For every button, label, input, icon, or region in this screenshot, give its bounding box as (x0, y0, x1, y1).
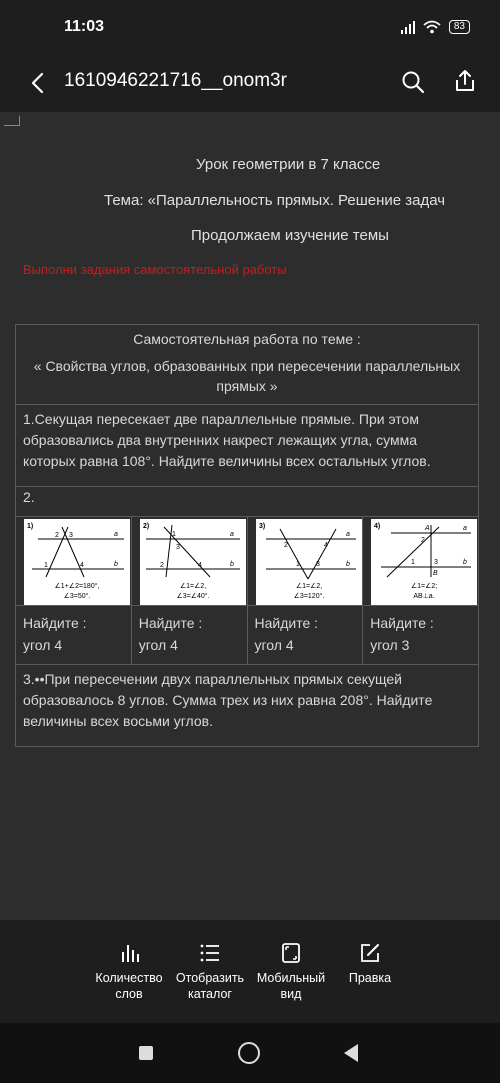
edit-button[interactable] (325, 942, 415, 986)
page-corner-mark (4, 116, 20, 126)
svg-text:b: b (114, 561, 118, 568)
search-icon[interactable] (400, 69, 426, 95)
list-icon (199, 942, 221, 964)
find-cell-3 (247, 606, 363, 665)
find-target: угол 4 (23, 637, 63, 653)
tasks-table (15, 324, 479, 747)
bar-chart-icon (118, 942, 140, 964)
svg-text:2: 2 (55, 532, 59, 539)
wifi-icon (423, 20, 441, 34)
svg-text:a: a (463, 525, 468, 532)
table-header-line1: Самостоятельная работа по теме : (133, 331, 361, 347)
svg-text:b: b (345, 561, 350, 568)
app-bar (0, 56, 500, 112)
mobile-view-icon (280, 942, 302, 964)
back-triangle-icon[interactable] (344, 1044, 358, 1062)
continue-heading: Продолжаем изучение темы (191, 227, 389, 244)
figure-cell-1 (16, 517, 132, 606)
svg-text:3: 3 (69, 532, 73, 539)
svg-text:4: 4 (323, 542, 328, 549)
figure-cell-2 (131, 517, 247, 606)
bottom-toolbar (0, 920, 500, 1023)
edit-label: Правка (348, 971, 392, 985)
svg-text:4): 4) (374, 523, 381, 530)
svg-text:1: 1 (44, 562, 48, 569)
svg-text:∠1=∠2,: ∠1=∠2, (179, 583, 206, 590)
svg-text:a: a (114, 531, 118, 538)
svg-text:4: 4 (197, 562, 202, 569)
svg-text:b: b (229, 561, 234, 568)
find-label: Найдите : (370, 615, 434, 631)
svg-text:∠1+∠2=180°,: ∠1+∠2=180°, (54, 583, 100, 590)
task2-number: 2. (16, 487, 479, 517)
svg-text:∠1=∠2;: ∠1=∠2; (411, 583, 438, 590)
svg-text:3: 3 (315, 561, 320, 568)
svg-text:AB⊥a.: AB⊥a. (413, 593, 435, 600)
svg-text:1: 1 (411, 559, 416, 566)
figure-cell-3 (247, 517, 363, 606)
task3-cell: 3.••При пересечении двух параллельных прямых секущей образовалось 8 углов. Сумма трех из них равна 208°. Найдите величины всех восьми углов. (16, 665, 479, 747)
find-cell-1 (16, 606, 132, 665)
find-target: угол 4 (254, 637, 294, 653)
svg-text:3): 3) (258, 523, 265, 530)
show-catalog-label: Отобразить каталог (175, 971, 245, 1001)
table-header-cell (16, 325, 479, 405)
geometry-figure-2 (140, 519, 246, 605)
svg-text:∠1=∠2,: ∠1=∠2, (295, 583, 322, 590)
topic-heading: Тема: «Параллельность прямых. Решение задач (104, 192, 446, 209)
mobile-view-label: Мобильный вид (256, 971, 326, 1001)
find-label: Найдите : (23, 615, 87, 631)
recents-square-icon[interactable] (139, 1046, 153, 1060)
home-circle-icon[interactable] (238, 1042, 260, 1064)
svg-text:a: a (229, 531, 234, 538)
svg-text:a: a (345, 531, 350, 538)
document-title: 1610946221716__onom3r (64, 70, 287, 91)
svg-text:A: A (425, 525, 430, 532)
word-count-label: Количество слов (95, 971, 163, 1001)
status-bar (0, 0, 500, 56)
find-label: Найдите : (138, 615, 203, 631)
find-target: угол 4 (138, 637, 178, 653)
find-cell-4 (363, 606, 479, 665)
lesson-heading: Урок геометрии в 7 классе (196, 156, 381, 173)
svg-text:1: 1 (171, 531, 176, 538)
geometry-figure-3 (256, 519, 362, 605)
svg-text:1: 1 (295, 561, 300, 568)
svg-text:1): 1) (27, 523, 34, 530)
show-catalog-button[interactable] (165, 942, 255, 1002)
figure-cell-4 (363, 517, 479, 606)
svg-text:∠3=50°.: ∠3=50°. (63, 593, 91, 600)
system-nav-bar (0, 1023, 500, 1083)
svg-text:2): 2) (142, 523, 149, 530)
instruction-text: Выполни задания самостоятельной работы (23, 262, 287, 277)
svg-text:3: 3 (175, 544, 180, 551)
back-arrow-icon[interactable] (26, 70, 52, 96)
edit-icon (359, 942, 381, 964)
find-label: Найдите : (254, 615, 319, 631)
battery-indicator: 83 (449, 20, 470, 34)
geometry-figure-1 (24, 519, 130, 605)
svg-text:4: 4 (80, 562, 84, 569)
svg-text:2: 2 (421, 537, 426, 544)
signal-icon (401, 20, 415, 34)
task1-cell: 1.Секущая пересекает две параллельные прямые. При этом образовались два внутренних накрест лежащих угла, сумма которых равна 108°. Найдите величины всех остальных углов. (16, 405, 479, 487)
status-time: 11:03 (64, 18, 105, 35)
svg-text:2: 2 (159, 562, 164, 569)
svg-text:b: b (463, 559, 468, 566)
svg-text:∠3=120°.: ∠3=120°. (293, 593, 324, 600)
share-icon[interactable] (452, 68, 478, 94)
word-count-button[interactable] (84, 942, 174, 1002)
table-header-line2: « Свойства углов, образованных при пересечении параллельных прямых » (33, 358, 461, 394)
status-icons (401, 20, 470, 34)
svg-text:B: B (433, 570, 438, 577)
svg-text:3: 3 (434, 559, 439, 566)
find-cell-2 (131, 606, 247, 665)
svg-text:∠3=∠40°.: ∠3=∠40°. (176, 593, 210, 600)
geometry-figure-4 (371, 519, 477, 605)
mobile-view-button[interactable] (246, 942, 336, 1002)
find-target: угол 3 (370, 637, 410, 653)
svg-text:2: 2 (283, 542, 288, 549)
document-view[interactable] (0, 112, 500, 920)
